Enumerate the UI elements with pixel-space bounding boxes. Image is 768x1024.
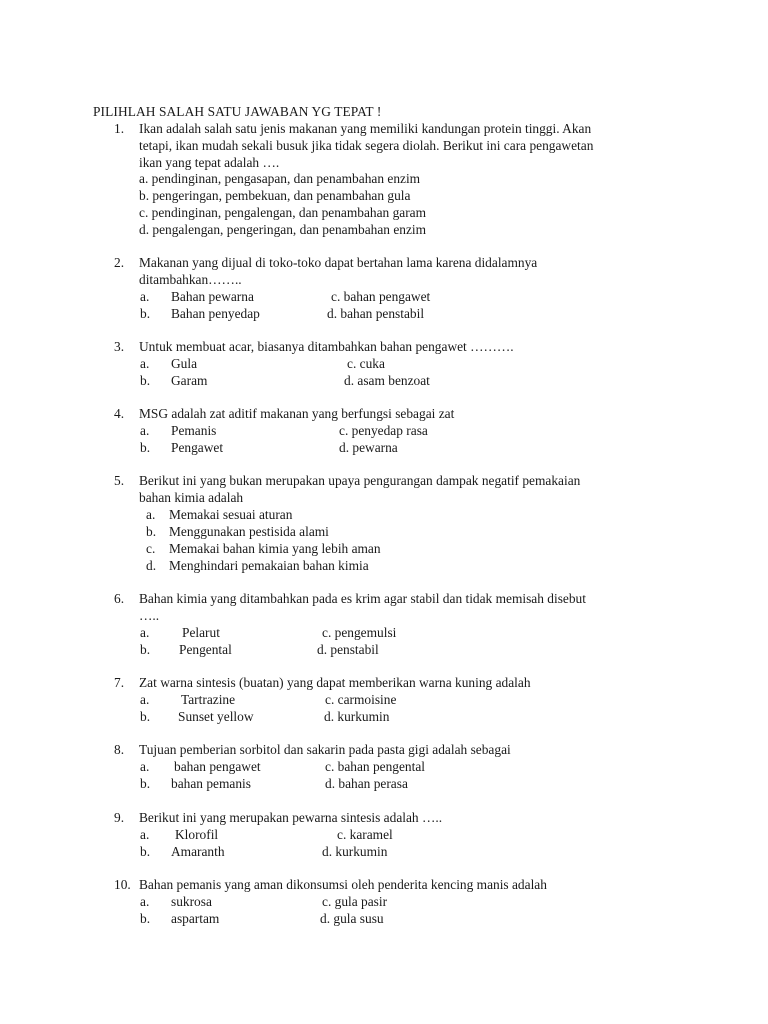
question-text-line: MSG adalah zat aditif makanan yang berfungsi sebagai zat xyxy=(139,406,455,421)
question-number: 9. xyxy=(114,810,125,825)
option-b-letter: b. xyxy=(140,911,151,926)
question-text-line: Ikan adalah salah satu jenis makanan yang memiliki kandungan protein tinggi. Akan xyxy=(139,121,592,136)
option-c: c. pengemulsi xyxy=(322,625,397,640)
question-text-line: Berikut ini yang merupakan pewarna sintesis adalah ….. xyxy=(139,810,443,825)
question-text xyxy=(139,742,679,759)
option-c: c. pendinginan, pengalengan, dan penambahan garam xyxy=(139,204,427,220)
question-text-line: tetapi, ikan mudah sekali busuk jika tidak segera diolah. Berikut ini cara pengawetan xyxy=(139,137,594,153)
question-text xyxy=(139,591,679,625)
option-b: Sunset yellow xyxy=(178,709,254,724)
question-number: 4. xyxy=(114,406,125,421)
option-b-letter: b. xyxy=(140,776,151,791)
question-number: 6. xyxy=(114,591,125,606)
option-c: c. bahan pengental xyxy=(325,759,426,774)
option-c: c. penyedap rasa xyxy=(339,423,428,438)
question-number: 10. xyxy=(114,877,131,892)
option-d: Menghindari pemakaian bahan kimia xyxy=(169,558,369,573)
option-d: d. asam benzoat xyxy=(344,373,430,388)
question-number: 7. xyxy=(114,675,125,690)
option-b-letter: b. xyxy=(140,440,151,455)
option-c: c. karamel xyxy=(337,827,393,842)
option-b-letter: b. xyxy=(140,642,151,657)
option-b: b. pengeringan, pembekuan, dan penambahan gula xyxy=(139,188,411,204)
option-a: a. pendinginan, pengasapan, dan penambahan enzim xyxy=(139,171,421,187)
option-a-letter: a. xyxy=(140,894,150,909)
option-b-letter: b. xyxy=(146,524,157,539)
question-text-line: ….. xyxy=(139,607,160,623)
option-a-letter: a. xyxy=(140,289,150,304)
option-c: Memakai bahan kimia yang lebih aman xyxy=(169,541,381,556)
option-a: Tartrazine xyxy=(181,692,236,707)
question-text-line: Makanan yang dijual di toko-toko dapat bertahan lama karena didalamnya xyxy=(139,255,538,270)
option-a: Memakai sesuai aturan xyxy=(169,507,293,522)
question-text-line: bahan kimia adalah xyxy=(139,489,244,505)
option-b: Menggunakan pestisida alami xyxy=(169,524,329,539)
question-text-line: Berikut ini yang bukan merupakan upaya pengurangan dampak negatif pemakaian xyxy=(139,473,581,488)
option-a-letter: a. xyxy=(140,625,150,640)
option-d: d. gula susu xyxy=(320,911,384,926)
question-text-line: Zat warna sintesis (buatan) yang dapat memberikan warna kuning adalah xyxy=(139,675,531,690)
option-b: bahan pemanis xyxy=(171,776,251,791)
option-b: Bahan penyedap xyxy=(171,306,260,321)
option-a: Bahan pewarna xyxy=(171,289,254,304)
question-text xyxy=(139,255,679,289)
question-text-line: Bahan kimia yang ditambahkan pada es krim agar stabil dan tidak memisah disebut xyxy=(139,591,586,606)
question-number: 2. xyxy=(114,255,125,270)
option-a: bahan pengawet xyxy=(174,759,261,774)
option-b: Garam xyxy=(171,373,208,388)
option-a-letter: a. xyxy=(140,356,150,371)
option-a: Pemanis xyxy=(171,423,217,438)
option-c: c. carmoisine xyxy=(325,692,397,707)
option-a: Gula xyxy=(171,356,198,371)
option-c-letter: c. xyxy=(146,541,156,556)
option-d: d. kurkumin xyxy=(322,844,388,859)
option-b-letter: b. xyxy=(140,306,151,321)
option-a: sukrosa xyxy=(171,894,212,909)
question-number: 3. xyxy=(114,339,125,354)
option-d-letter: d. xyxy=(146,558,157,573)
question-text-line: ikan yang tepat adalah …. xyxy=(139,154,280,170)
question-text xyxy=(139,406,679,423)
option-b: Pengental xyxy=(179,642,232,657)
option-a-letter: a. xyxy=(140,759,150,774)
question-text xyxy=(139,877,679,894)
question-text xyxy=(139,675,679,692)
option-d: d. pewarna xyxy=(339,440,398,455)
option-b-letter: b. xyxy=(140,709,151,724)
question-number: 8. xyxy=(114,742,125,757)
instruction-heading: PILIHLAH SALAH SATU JAWABAN YG TEPAT ! xyxy=(93,104,382,119)
option-b: aspartam xyxy=(171,911,220,926)
question-text xyxy=(139,339,679,356)
question-text xyxy=(139,473,679,507)
option-a: Pelarut xyxy=(182,625,220,640)
question-text-line: Tujuan pemberian sorbitol dan sakarin pada pasta gigi adalah sebagai xyxy=(139,742,511,757)
question-number: 5. xyxy=(114,473,125,488)
option-c: c. bahan pengawet xyxy=(331,289,431,304)
question-text xyxy=(139,121,679,239)
question-text-line: ditambahkan…….. xyxy=(139,271,242,287)
option-c: c. gula pasir xyxy=(322,894,388,909)
question-text-line: Untuk membuat acar, biasanya ditambahkan bahan pengawet ………. xyxy=(139,339,514,354)
option-d: d. penstabil xyxy=(317,642,379,657)
option-b: Amaranth xyxy=(171,844,225,859)
option-a-letter: a. xyxy=(146,507,156,522)
question-number: 1. xyxy=(114,121,125,136)
option-d: d. bahan perasa xyxy=(325,776,408,791)
option-c: c. cuka xyxy=(347,356,385,371)
option-b-letter: b. xyxy=(140,373,151,388)
option-a: Klorofil xyxy=(175,827,219,842)
question-text-line: Bahan pemanis yang aman dikonsumsi oleh penderita kencing manis adalah xyxy=(139,877,547,892)
option-a-letter: a. xyxy=(140,423,150,438)
question-text xyxy=(139,810,679,827)
option-b-letter: b. xyxy=(140,844,151,859)
option-a-letter: a. xyxy=(140,827,150,842)
option-d: d. bahan penstabil xyxy=(327,306,425,321)
option-a-letter: a. xyxy=(140,692,150,707)
option-d: d. kurkumin xyxy=(324,709,390,724)
option-d: d. pengalengan, pengeringan, dan penambahan enzim xyxy=(139,221,427,237)
option-b: Pengawet xyxy=(171,440,224,455)
